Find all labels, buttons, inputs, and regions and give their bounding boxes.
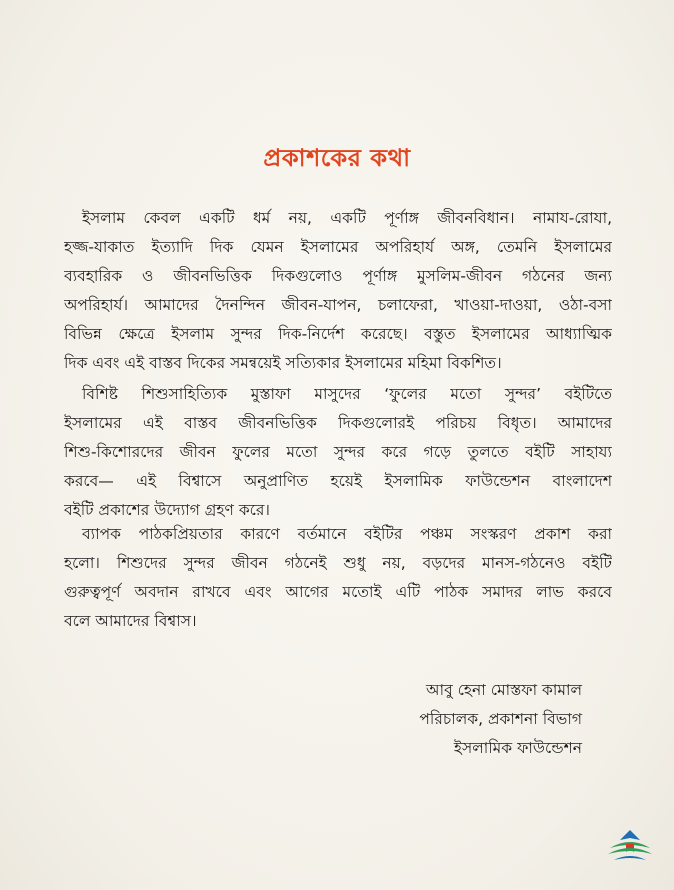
text-line: বিশিষ্ট শিশুসাহিত্যিক মুস্তাফা মাসুদের ‘ফুলের মতো সুন্দর’ বইটিতে (82, 385, 612, 403)
signature-block (419, 676, 582, 763)
text-line: ব্যবহারিক ও জীবনভিত্তিক দিকগুলোও পূর্ণাঙ্গ মুসলিম-জীবন গঠনের জন্য (64, 267, 612, 285)
text-line: শিশু-কিশোরদের জীবন ফুলের মতো সুন্দর করে গড়ে তুলতে বইটি সাহায্য (64, 443, 612, 461)
logo-base (614, 856, 646, 860)
text-line: ব্যাপক পাঠকপ্রিয়তার কারণে বর্তমানে বইটির পঞ্চম সংস্করণ প্রকাশ করা (82, 525, 612, 543)
paragraph-2 (64, 380, 612, 525)
text-line: হলো। শিশুদের সুন্দর জীবন গঠনেই শুধু নয়, বড়দের মানস-গঠনেও বইটি (64, 554, 612, 572)
publisher-logo-icon (604, 826, 656, 866)
logo-wing-lower (608, 848, 652, 854)
signatory-position: পরিচালক, প্রকাশনা বিভাগ (419, 710, 582, 728)
text-line: ইসলাম কেবল একটি ধর্ম নয়, একটি পূর্ণাঙ্গ জীবনবিধান। নামায-রোযা, (82, 209, 612, 227)
logo-roof (620, 830, 640, 840)
text-line: হজ্জ-যাকাত ইত্যাদি দিক যেমন ইসলামের অপরিহার্য অঙ্গ, তেমনি ইসলামের (64, 238, 612, 256)
page-title: প্রকাশকের কথা (263, 144, 411, 172)
text-line: দিক এবং এই বাস্তব দিকের সমন্বয়েই সত্যিকার ইসলামের মহিমা বিকশিত। (64, 354, 502, 372)
text-line: করবে— এই বিশ্বাসে অনুপ্রাণিত হয়েই ইসলামিক ফাউন্ডেশন বাংলাদেশ (64, 472, 612, 490)
signatory-name: আবু হেনা মোস্তফা কামাল (425, 681, 582, 699)
text-line: অপরিহার্য। আমাদের দৈনন্দিন জীবন-যাপন, চলাফেরা, খাওয়া-দাওয়া, ওঠা-বসা (64, 296, 612, 314)
text-line: বিভিন্ন ক্ষেত্রে ইসলাম সুন্দর দিক-নির্দেশ করেছে। বস্তুত ইসলামের আধ্যাত্মিক (64, 325, 612, 343)
paragraph-1 (64, 204, 612, 378)
signatory-organization: ইসলামিক ফাউন্ডেশন (453, 739, 582, 757)
paragraph-3 (64, 520, 612, 636)
text-line: বইটি প্রকাশের উদ্যোগ গ্রহণ করে। (64, 501, 270, 519)
text-line: গুরুত্বপূর্ণ অবদান রাখবে এবং আগের মতোই এটি পাঠক সমাদর লাভ করবে (64, 583, 612, 601)
text-line: বলে আমাদের বিশ্বাস। (64, 612, 197, 630)
text-line: ইসলামের এই বাস্তব জীবনভিত্তিক দিকগুলোরই পরিচয় বিধৃত। আমাদের (64, 414, 612, 432)
